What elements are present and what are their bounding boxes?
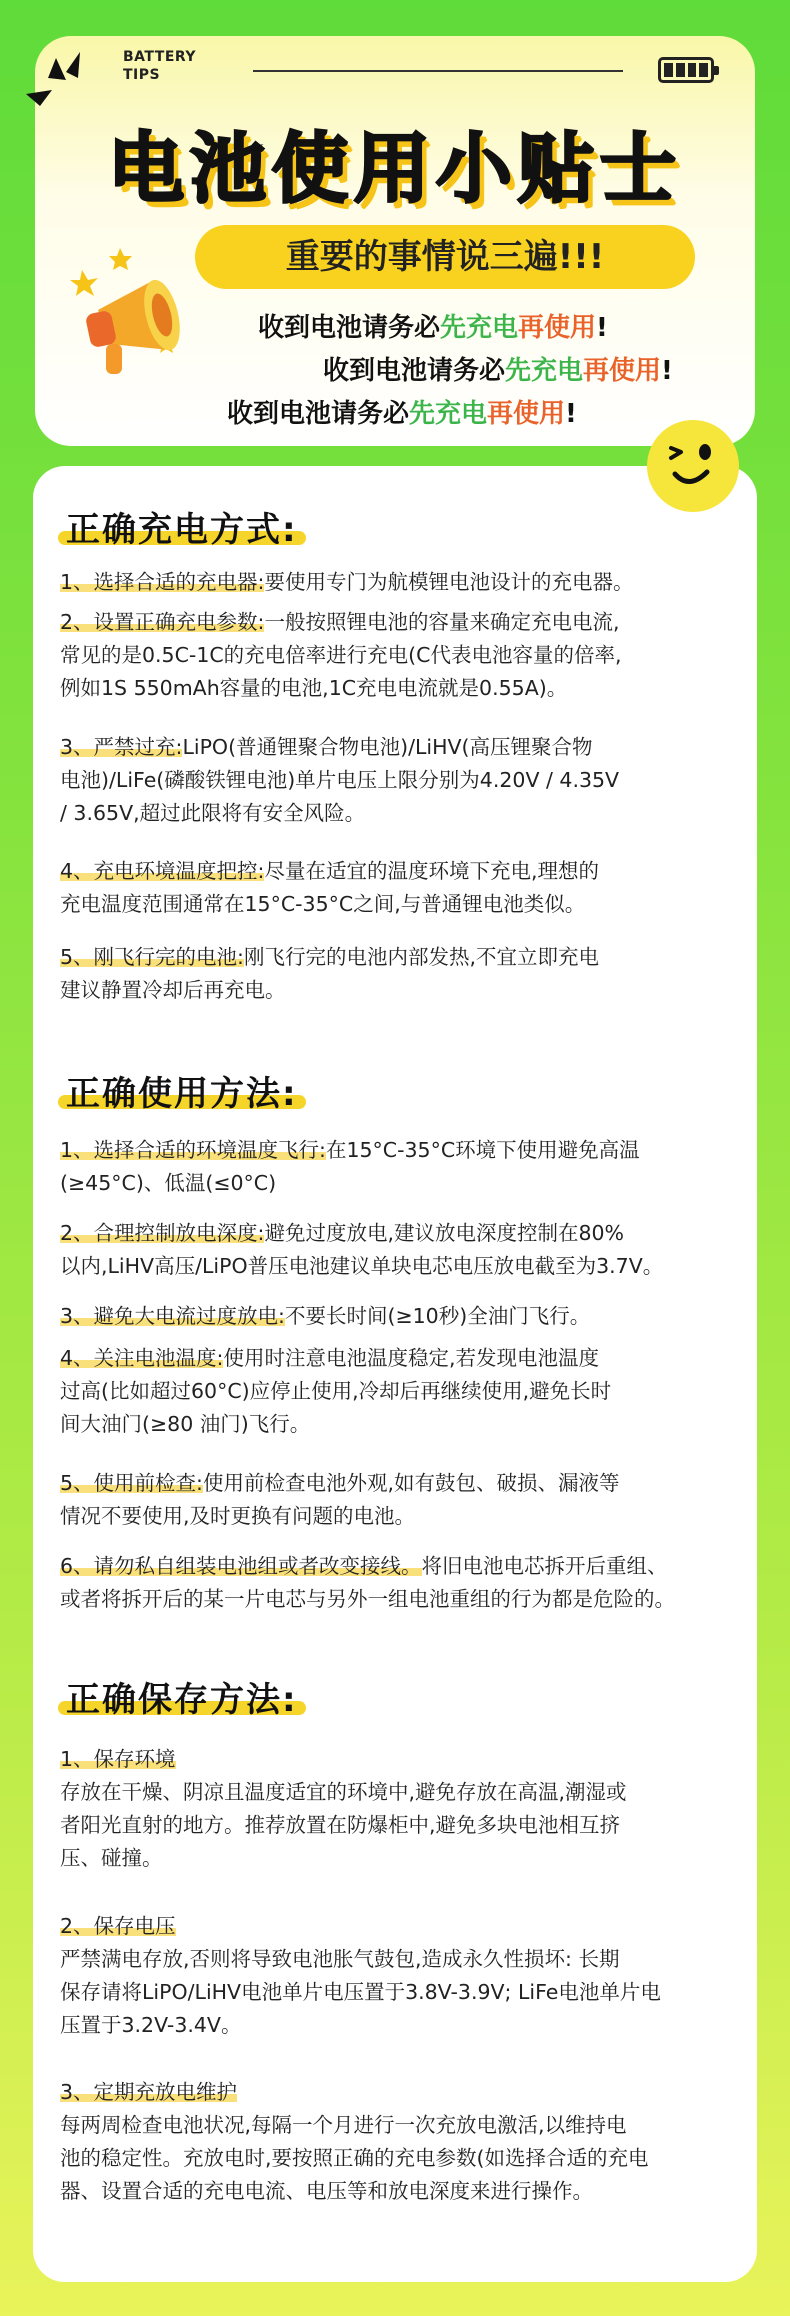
section-title-usage: 正确使用方法: <box>58 1066 306 1115</box>
divider-line <box>253 70 623 72</box>
page-title: 电池使用小贴士 <box>108 124 682 213</box>
usage-item-3: 3、避免大电流过度放电:不要长时间(≥10秒)全油门飞行。 <box>60 1304 591 1328</box>
usage-item-4: 4、关注电池温度:使用时注意电池温度稳定,若发现电池温度 过高(比如超过60°C)应停止使用,冷却后再继续使用,避免长时 间大油门(≥80 油门)飞行。 <box>60 1346 612 1436</box>
charge-item-2: 2、设置正确充电参数:一般按照锂电池的容量来确定充电电流, 常见的是0.5C-1C的充电倍率进行充电(C代表电池容量的倍率, 例如1S 550mAh容量的电池,1C充电电流就是0.55A)。 <box>60 610 622 700</box>
megaphone-icon <box>58 240 198 390</box>
important-pill: 重要的事情说三遍!!! <box>195 225 695 289</box>
charge-item-1: 1、选择合适的充电器:要使用专门为航模锂电池设计的充电器。 <box>60 570 634 594</box>
usage-item-1: 1、选择合适的环境温度飞行:在15°C-35°C环境下使用避免高温 (≥45°C)、低温(≤0°C) <box>60 1138 640 1195</box>
charge-item-5: 5、刚飞行完的电池:刚飞行完的电池内部发热,不宜立即充电 建议静置冷却后再充电。 <box>60 945 599 1002</box>
usage-item-5: 5、使用前检查:使用前检查电池外观,如有鼓包、破损、漏液等 情况不要使用,及时更换有问题的电池。 <box>60 1471 620 1528</box>
charge-item-4: 4、充电环境温度把控:尽量在适宜的温度环境下充电,理想的 充电温度范围通常在15°C-35°C之间,与普通锂电池类似。 <box>60 859 599 916</box>
battery-tips-tag <box>123 48 196 84</box>
storage-item-2: 2、保存电压 严禁满电存放,否则将导致电池胀气鼓包,造成永久性损坏: 长期 保存请将LiPO/LiHV电池单片电压置于3.8V-3.9V; LiFe电池单片电 压置于3.2V-3.4V。 <box>60 1914 661 2037</box>
section-title-storage: 正确保存方法: <box>58 1672 306 1721</box>
repeat-line-3: 收到电池请务必先充电再使用! <box>227 399 577 429</box>
repeat-line-1: 收到电池请务必先充电再使用! <box>258 313 608 343</box>
tag-line-1: BATTERY <box>123 49 197 65</box>
usage-item-6: 6、请勿私自组装电池组或者改变接线。将旧电池电芯拆开后重组、 或者将拆开后的某一片电芯与另外一组电池重组的行为都是危险的。 <box>60 1554 675 1611</box>
charge-item-3: 3、严禁过充:LiPO(普通锂聚合物电池)/LiHV(高压锂聚合物 电池)/LiFe(磷酸铁锂电池)单片电压上限分别为4.20V / 4.35V / 3.65V,超过此限将有安全风险。 <box>60 735 620 825</box>
usage-item-2: 2、合理控制放电深度:避免过度放电,建议放电深度控制在80% 以内,LiHV高压/LiPO普压电池建议单块电芯电压放电截至为3.7V。 <box>60 1221 664 1278</box>
repeat-line-2: 收到电池请务必先充电再使用! <box>323 356 673 386</box>
storage-item-1: 1、保存环境 存放在干燥、阴凉且温度适宜的环境中,避免存放在高温,潮湿或 者阳光直射的地方。推荐放置在防爆柜中,避免多块电池相互挤 压、碰撞。 <box>60 1747 627 1870</box>
section-title-charging: 正确充电方式: <box>58 502 306 551</box>
battery-icon <box>658 57 714 83</box>
wink-smiley-icon <box>645 418 741 514</box>
tag-line-2: TIPS <box>123 67 161 83</box>
storage-item-3: 3、定期充放电维护 每两周检查电池状况,每隔一个月进行一次充放电激活,以维持电 池的稳定性。充放电时,要按照正确的充电参数(如选择合适的充电 器、设置合适的充电电流、电压等和放电深度来进行操作。 <box>60 2080 649 2203</box>
